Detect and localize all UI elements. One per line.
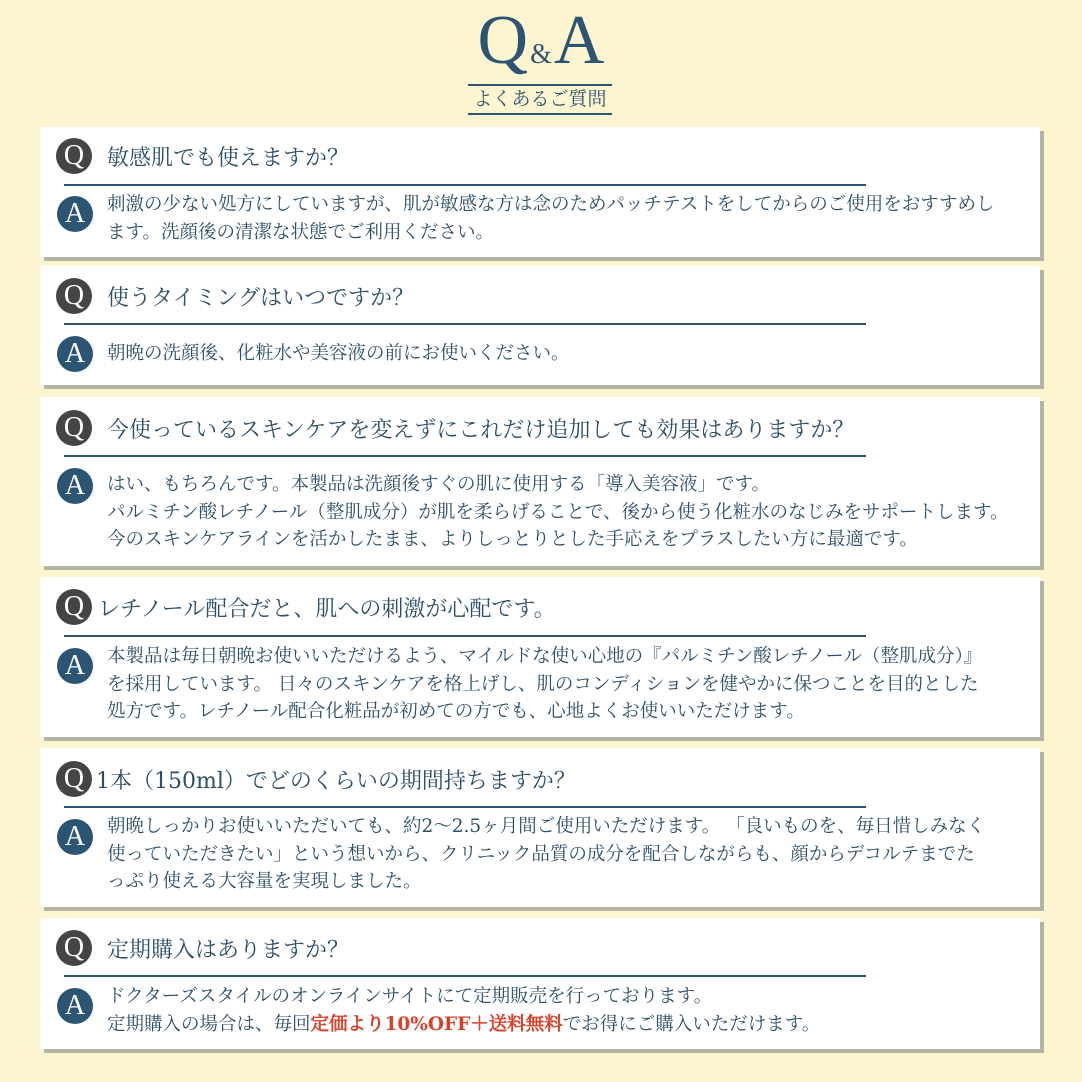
answer-line: っぷり使える大容量を実現しました。 [107, 871, 422, 892]
answer-line: はい、もちろんです。本製品は洗顔後すぐの肌に使用する「導入美容液」です。 [107, 474, 771, 495]
answer-line: 処方です。レチノール配合化粧品が初めての方でも、心地よくお使いいただけます。 [107, 701, 805, 722]
question-icon: Q [56, 278, 92, 314]
answer-line: 本製品は毎日朝晩お使いいただけるよう、マイルドな使い心地の『パルミチン酸レチノール（整肌成分）』 [107, 646, 983, 667]
answer-text-after: でお得にご購入いただけます。 [562, 1013, 821, 1035]
question-row [56, 930, 349, 966]
faq-item [40, 748, 1040, 907]
question-row [56, 278, 414, 314]
answer-text [107, 813, 1032, 896]
answer-icon: A [57, 988, 93, 1024]
answer-line: 朝晩の洗顔後、化粧水や美容液の前にお使いください。 [107, 343, 570, 364]
answer-icon: A [57, 196, 93, 232]
question-icon: Q [56, 589, 92, 625]
answer-line: 刺激の少ない処方にしていますが、肌が敏感な方は念のためパッチテストをしてからのご使用をおすすめし [107, 194, 995, 215]
divider [64, 806, 866, 808]
question-row [56, 138, 349, 174]
question-row [56, 410, 854, 446]
divider [64, 975, 866, 977]
answer-text [107, 471, 1032, 554]
question-icon: Q [56, 930, 92, 966]
question-icon: Q [56, 410, 92, 446]
answer-line: ます。洗顔後の清潔な状態でご利用ください。 [107, 221, 495, 243]
answer-line: ドクターズスタイルのオンラインサイトにて定期販売を行っております。 [107, 986, 713, 1007]
logo-q: Q [477, 2, 529, 79]
qa-logo [0, 2, 1082, 79]
answer-text [107, 191, 1032, 246]
subtitle-frame [468, 84, 612, 115]
question-text: レチノール配合だと、肌への刺激が心配です。 [98, 596, 556, 622]
page-header [0, 0, 1082, 125]
question-text: 1本（150ml）でどのくらいの期間持ちますか？ [96, 768, 576, 794]
question-text: 敏感肌でも使えますか？ [107, 145, 350, 171]
divider [64, 184, 866, 186]
question-text: 定期購入はありますか？ [107, 937, 350, 963]
faq-item [40, 127, 1040, 257]
question-text: 使うタイミングはいつですか？ [107, 285, 415, 311]
answer-line [107, 1011, 1032, 1039]
question-text: 今使っているスキンケアを変えずにこれだけ追加しても効果はありますか？ [107, 417, 855, 443]
answer-line: 使っていただきたい」という想いから、クリニック品質の成分を配合しながらも、顔からデコルテまでた [107, 843, 975, 865]
discount-highlight: 定価より10%OFF＋送料無料 [310, 1013, 563, 1035]
answer-text [107, 983, 1032, 1038]
question-icon: Q [56, 138, 92, 174]
answer-line: パルミチン酸レチノール（整肌成分）が肌を柔らげることで、後から使う化粧水のなじみをサポートします。 [107, 501, 1009, 523]
answer-line: 今のスキンケアラインを活かしたまま、よりしっとりとした手応えをプラスしたい方に最適です。 [107, 529, 918, 550]
question-icon: Q [56, 761, 92, 797]
answer-icon: A [57, 336, 93, 372]
divider [64, 635, 866, 637]
answer-icon: A [57, 648, 93, 684]
question-row [56, 761, 576, 797]
divider [64, 323, 866, 325]
logo-a: A [553, 2, 605, 79]
answer-text [107, 643, 1032, 726]
divider [64, 455, 866, 457]
logo-ampersand: & [530, 39, 552, 70]
page-subtitle: よくあるご質問 [473, 88, 607, 110]
faq-item [40, 266, 1040, 385]
answer-icon: A [57, 468, 93, 504]
answer-line: を採用しています。 日々のスキンケアを格上げし、肌のコンディションを健やかに保つことを目的とした [107, 673, 979, 695]
faq-item [40, 577, 1040, 737]
faq-item [40, 397, 1040, 566]
answer-text [107, 340, 1032, 368]
question-row [56, 589, 556, 625]
faq-item [40, 918, 1040, 1049]
answer-text-before: 定期購入の場合は、毎回 [107, 1013, 311, 1035]
answer-icon: A [57, 819, 93, 855]
answer-line: 朝晩しっかりお使いいただいても、約2〜2.5ヶ月間ご使用いただけます。 「良いものを、毎日惜しみなく [107, 816, 986, 837]
